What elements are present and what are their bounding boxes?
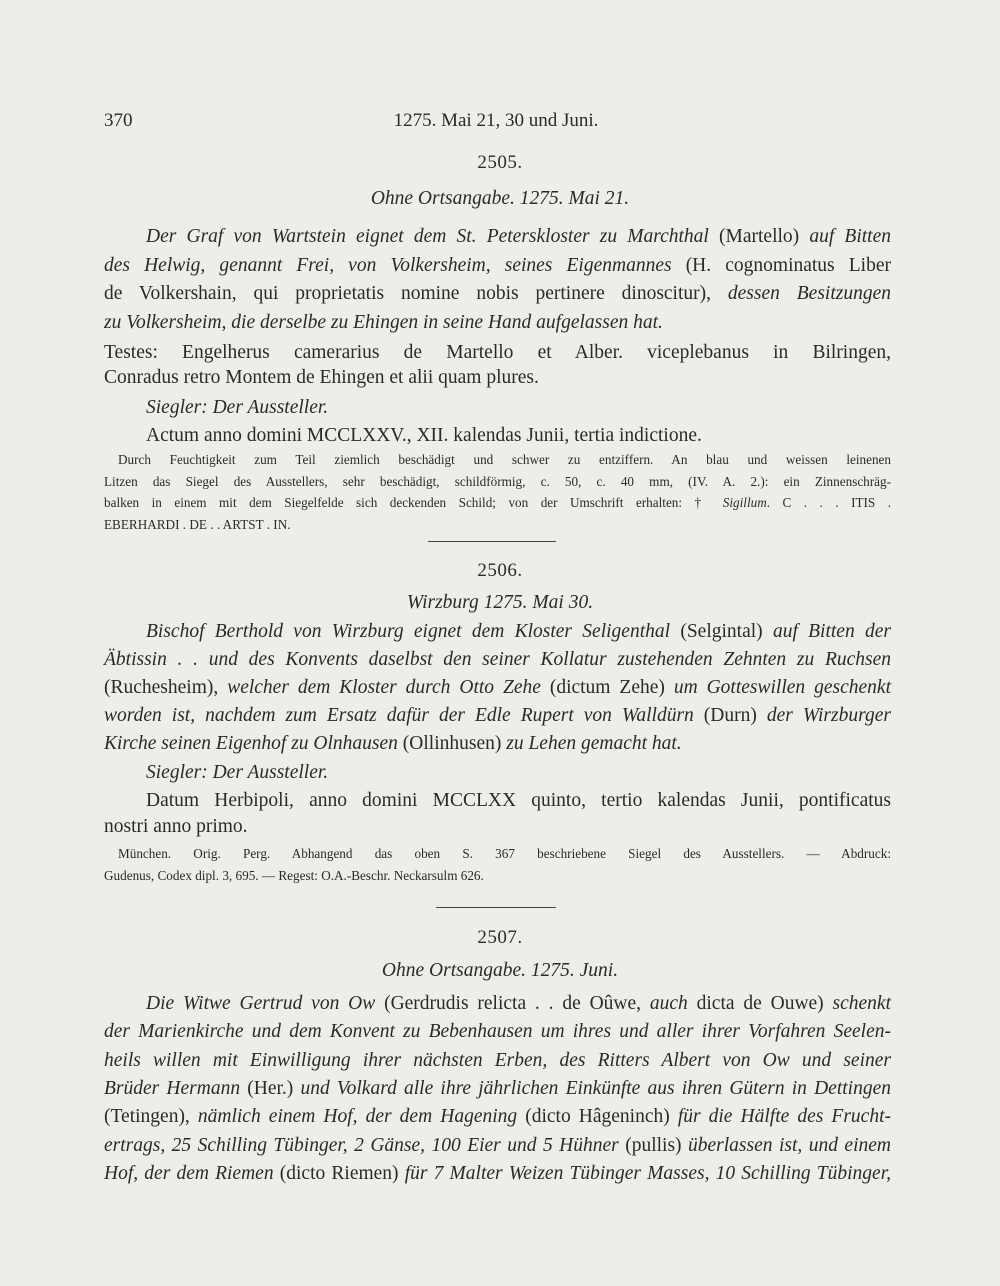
- siegler-2505: Siegler: Der Aussteller.: [146, 397, 329, 418]
- text-segment: (Selgintal): [680, 621, 773, 642]
- actum-2505: Actum anno domini MCCLXXV., XII. kalendas Junii, tertia indictione.: [146, 425, 702, 446]
- text-segment: auf Bitten: [809, 226, 891, 247]
- document-number-2507: 2507.: [477, 927, 523, 948]
- notes-2505-line: [104, 517, 891, 533]
- separator-rule: [428, 541, 556, 542]
- regest-2505-line: [104, 255, 891, 277]
- text-segment: (dicto Riemen): [279, 1162, 405, 1184]
- text-segment: Der Graf von Wartstein eignet dem St. Peterskloster zu Marchthal: [146, 226, 720, 247]
- text-segment: Kirche seinen Eigenhof zu Olnhausen: [104, 733, 403, 754]
- text-segment: heils willen mit Einwilligung ihrer nächsten Erben, des Ritters Albert von Ow und seiner: [104, 1049, 891, 1071]
- text-segment: um Gotteswillen geschenkt: [673, 677, 891, 698]
- notes-2505-line: [118, 452, 891, 468]
- regest-2507-line: [104, 1078, 891, 1100]
- date-line-2506: Wirzburg 1275. Mai 30.: [406, 592, 594, 613]
- text-segment: für 7 Malter Weizen Tübinger Masses, 10 Schilling Tübinger,: [404, 1162, 891, 1184]
- regest-2507-line: [104, 1135, 891, 1157]
- regest-2505-line: [104, 283, 891, 305]
- text-segment: auch: [649, 993, 697, 1014]
- text-segment: Hof, der dem Riemen: [104, 1162, 280, 1184]
- text-segment: auf Bitten der: [772, 621, 891, 642]
- regest-2505-line: [146, 226, 891, 248]
- text-segment: (Her.): [247, 1077, 301, 1099]
- text-segment: dicta de Ouwe): [696, 993, 833, 1014]
- text-segment: (pullis): [625, 1134, 688, 1156]
- text-segment: schenkt: [832, 993, 891, 1014]
- regest-2507-line: [104, 1163, 891, 1185]
- text-segment: (dicto Hâgeninch): [525, 1106, 678, 1128]
- text-segment: worden ist, nachdem zum Ersatz dafür der Edle Rupert von Walldürn: [104, 705, 704, 726]
- regest-2506-line: [146, 621, 891, 643]
- text-segment: überlassen ist, und einem: [688, 1134, 891, 1156]
- notes-2506-line-2: Gudenus, Codex dipl. 3, 695. — Regest: O.A.-Beschr. Neckarsulm 626.: [104, 868, 484, 883]
- separator-rule: [436, 907, 556, 908]
- text-segment: der Wirzburger: [766, 705, 891, 726]
- text-segment: Bischof Berthold von Wirzburg eignet dem Kloster Seligenthal: [146, 621, 681, 642]
- text-segment: . C . . . ITIS .: [766, 495, 892, 510]
- regest-2507-line: [104, 1106, 891, 1128]
- datum-line-2: nostri anno primo.: [104, 816, 248, 837]
- text-segment: welcher dem Kloster durch Otto Zehe: [227, 677, 550, 698]
- text-segment: Äbtissin . . und des Konvents daselbst den seiner Kollatur zustehenden Zehnten zu Ruchsen: [104, 649, 891, 670]
- regest-2507-line: [104, 1050, 891, 1072]
- document-number-2505: 2505.: [477, 152, 523, 173]
- text-segment: balken in einem mit dem Siegelfelde sich deckenden Schild; von der Umschrift erhalten: †: [104, 495, 723, 510]
- text-segment: zu Volkersheim, die derselbe zu Ehingen in seine Hand aufgelassen hat.: [104, 311, 663, 333]
- datum-line-1: Datum Herbipoli, anno domini MCCLXX quinto, tertio kalendas Junii, pontificatus: [146, 790, 891, 811]
- regest-2506-line: [104, 705, 891, 727]
- text-segment: der Marienkirche und dem Konvent zu Bebenhausen um ihres und aller ihrer Vorfahren Seelen-: [104, 1021, 891, 1043]
- regest-2505-line: [104, 312, 891, 334]
- notes-2505-line: [104, 495, 891, 511]
- text-segment: Durch Feuchtigkeit zum Teil ziemlich beschädigt und schwer zu entziffern. An blau und weissen leinenen: [118, 452, 891, 467]
- text-segment: für die Hälfte des Frucht-: [677, 1106, 891, 1128]
- text-segment: (Ruchesheim),: [104, 677, 228, 698]
- text-segment: und Volkard alle ihre jährlichen Einkünfte aus ihren Gütern in Dettingen: [300, 1077, 891, 1099]
- text-segment: (Martello): [719, 226, 810, 247]
- regest-2506-line: [104, 649, 891, 671]
- text-segment: (Gerdrudis relicta . . de Oûwe,: [384, 993, 650, 1014]
- text-segment: Brüder Hermann: [104, 1077, 248, 1099]
- text-segment: zu Lehen gemacht hat.: [506, 733, 682, 754]
- regest-2506-line: [104, 733, 891, 755]
- testes-line-2: Conradus retro Montem de Ehingen et alii quam plures.: [104, 367, 539, 388]
- document-number-2506: 2506.: [477, 560, 523, 581]
- text-segment: (Durn): [703, 705, 767, 726]
- date-line-2505: Ohne Ortsangabe. 1275. Mai 21.: [370, 188, 630, 209]
- text-segment: (Ollinhusen): [402, 733, 507, 754]
- testes-line-1: Testes: Engelherus camerarius de Martello et Alber. viceplebanus in Bilringen,: [104, 342, 891, 363]
- notes-2506-line-1: München. Orig. Perg. Abhangend das oben S. 367 beschriebene Siegel des Ausstellers. — Abdruck:: [118, 846, 891, 861]
- notes-2505-line: [104, 474, 891, 490]
- running-title: 1275. Mai 21, 30 und Juni.: [393, 110, 599, 131]
- text-segment: (Tetingen),: [104, 1106, 198, 1128]
- regest-2506-line: [104, 677, 891, 699]
- text-segment: (dictum Zehe): [549, 677, 674, 698]
- text-segment: dessen Besitzungen: [727, 283, 891, 304]
- text-segment: des Helwig, genannt Frei, von Volkersheim, seines Eigenmannes: [104, 254, 686, 276]
- text-segment: EBERHARDI . DE . . ARTST . IN.: [104, 516, 291, 532]
- regest-2507-line: [146, 993, 891, 1015]
- page-number: 370: [104, 110, 133, 131]
- text-segment: (H. cognominatus Liber: [685, 254, 891, 276]
- text-segment: de Volkershain, qui proprietatis nomine nobis pertinere dinoscitur),: [104, 283, 728, 304]
- date-line-2507: Ohne Ortsangabe. 1275. Juni.: [381, 960, 619, 981]
- text-segment: Litzen das Siegel des Ausstellers, sehr beschädigt, schildförmig, c. 50, c. 40 mm, (IV. A. 2.): ein Zinnenschräg-: [104, 473, 891, 489]
- text-segment: Sigillum: [722, 495, 767, 510]
- text-segment: ertrags, 25 Schilling Tübinger, 2 Gänse, 100 Eier und 5 Hühner: [104, 1134, 626, 1156]
- text-segment: nämlich einem Hof, der dem Hagening: [197, 1106, 526, 1128]
- siegler-2506: Siegler: Der Aussteller.: [146, 762, 329, 783]
- regest-2507-line: [104, 1021, 891, 1043]
- text-segment: Die Witwe Gertrud von Ow: [146, 993, 385, 1014]
